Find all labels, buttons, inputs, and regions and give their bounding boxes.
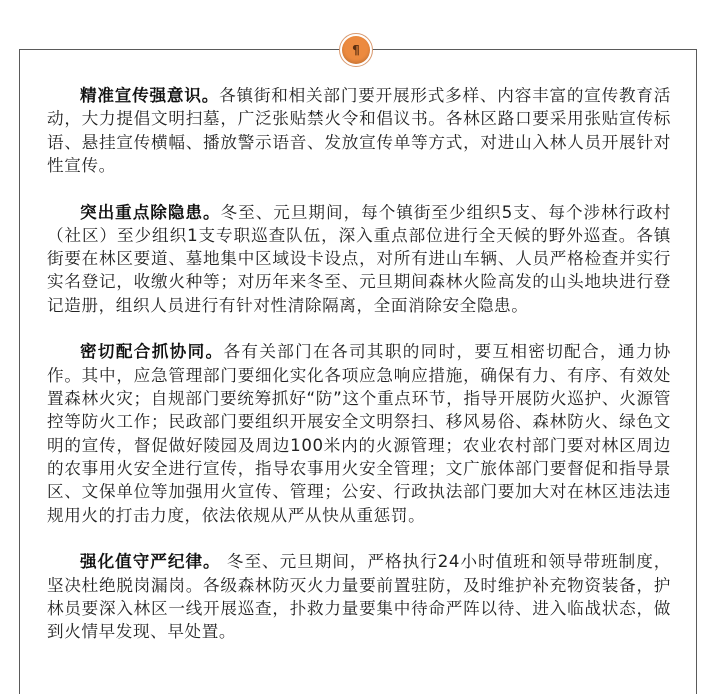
paragraph-coordination bbox=[47, 340, 671, 526]
paragraph-publicity bbox=[47, 84, 671, 177]
paragraph-heading: 密切配合抓协同。 bbox=[80, 342, 224, 362]
paragraph-heading: 精准宣传强意识。 bbox=[80, 86, 220, 105]
paragraph-body: 冬至、元旦期间，每个镇街至少组织5支、每个涉林行政村（社区）至少组织1支专职巡查队伍，深入重点部位进行全天候的野外巡查。各镇街要在林区要道、墓地集中区域设卡设点，对所有进山车辆、人员严格检查并实行实名登记，收缴火种等；对历年来冬至、元旦期间森林火险高发的山头地块进行登记造册，组织人员进行有针对性清除隔离，全面消除安全隐患。 bbox=[47, 202, 671, 315]
frame-right-border bbox=[696, 49, 697, 694]
paragraph-hazards bbox=[47, 201, 671, 317]
paragraph-body: 各镇街和相关部门要开展形式多样、内容丰富的宣传教育活动，大力提倡文明扫墓，广泛张贴禁火令和倡议书。各林区路口要采用张贴宣传标语、悬挂宣传横幅、播放警示语音、发放宣传单等方式，对进山入林人员开展针对性宣传。 bbox=[47, 86, 671, 175]
paragraph-duty bbox=[47, 550, 671, 643]
frame-left-border bbox=[19, 49, 20, 694]
paragraph-body: 冬至、元旦期间，严格执行24小时值班和领导带班制度，坚决杜绝脱岗漏岗。各级森林防灭火力量要前置驻防，及时维护补充物资装备，护林员要深入林区一线开展巡查，扑救力量要集中待命严阵以待、进入临战状态，做到火情早发现、早处置。 bbox=[47, 552, 671, 642]
pilcrow-icon: ¶ bbox=[342, 36, 370, 64]
paragraph-body: 各有关部门在各司其职的同时，要互相密切配合，通力协作。其中，应急管理部门要细化实化各项应急响应措施，确保有力、有序、有效处置森林火灾；自规部门要统筹抓好“防”这个重点环节，指导开展防火巡护、火源管控等防火工作；民政部门要组织开展安全文明祭扫、移风易俗、森林防火、绿色文明的宣传，督促做好陵园及周边100米内的火源管理；农业农村部门要对林区周边的农事用火安全进行宣传，指导农事用火安全管理；文广旅体部门要督促和指导景区、文保单位等加强用火宣传、管理；公安、行政执法部门要加大对在林区违法违规用火的打击力度，依法依规从严从快从重惩罚。 bbox=[47, 342, 671, 525]
paragraph-heading: 强化值守严纪律。 bbox=[80, 552, 221, 572]
paragraph-heading: 突出重点除隐患。 bbox=[80, 202, 221, 222]
article-content bbox=[47, 84, 671, 667]
